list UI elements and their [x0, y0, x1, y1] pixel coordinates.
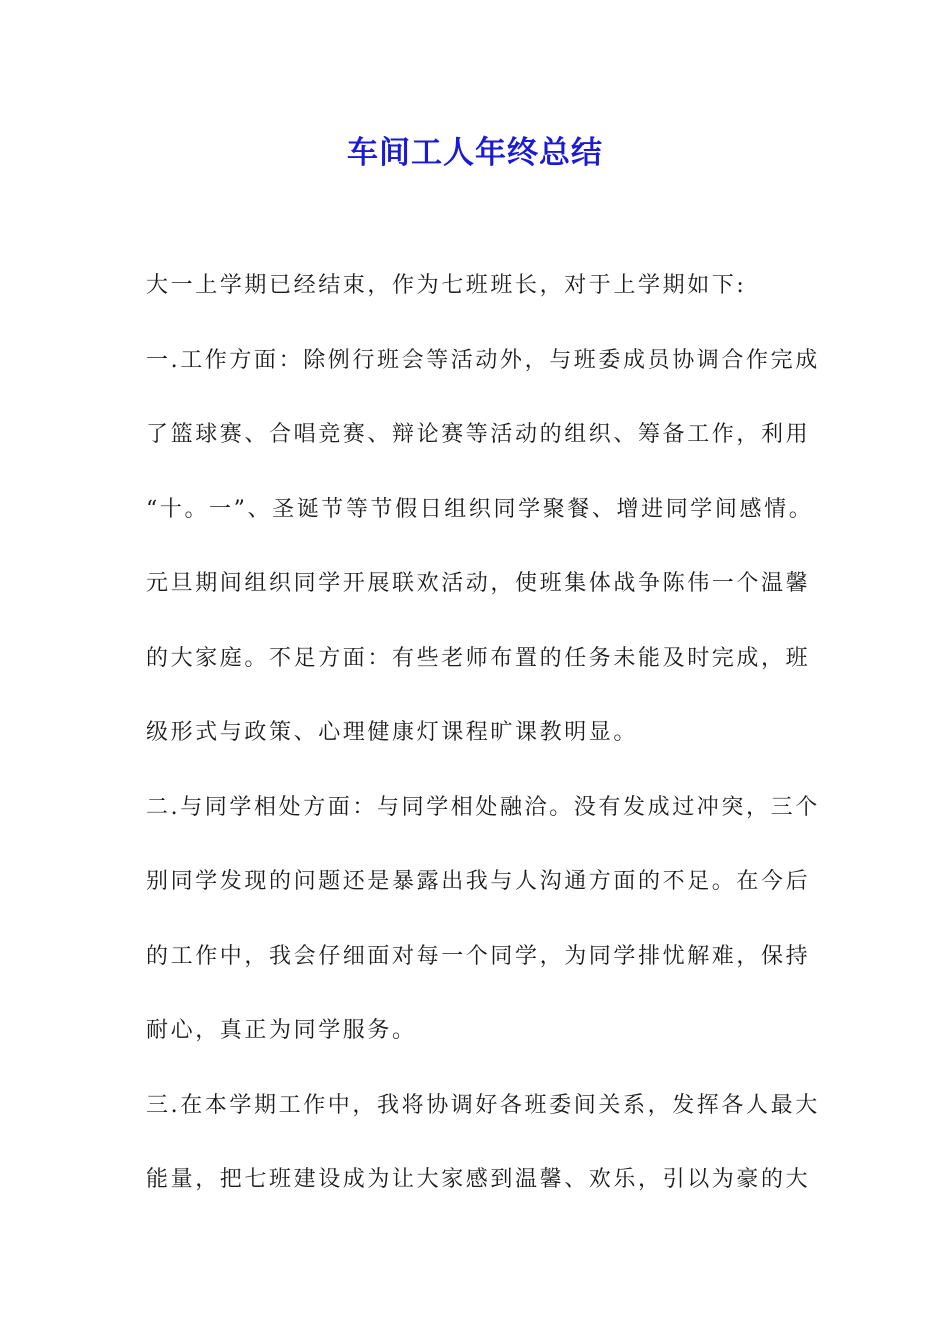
body-line-11: 耐心，真正为同学服务。	[146, 1018, 417, 1043]
body-line-12: 三.在本学期工作中，我将协调好各班委间关系，发挥各人最大	[146, 1092, 820, 1118]
body-line-5: 元旦期间组织同学开展联欢活动，使班集体战争陈伟一个温馨	[146, 571, 811, 596]
document-body	[146, 262, 826, 1231]
document-title: 车间工人年终总结	[347, 135, 603, 171]
body-line-1: 大一上学期已经结束，作为七班班长，对于上学期如下:	[146, 273, 747, 298]
body-line-7: 级形式与政策、心理健康灯课程旷课教明显。	[146, 720, 639, 745]
body-line-9: 别同学发现的问题还是暴露出我与人沟通方面的不足。在今后	[146, 869, 811, 894]
body-line-4: “十。一”、圣诞节等节假日组织同学聚餐、增进同学间感情。	[146, 496, 814, 522]
body-line-6: 的大家庭。不足方面：有些老师布置的任务未能及时完成，班	[146, 645, 811, 671]
body-line-10: 的工作中，我会仔细面对每一个同学，为同学排忧解难，保持	[146, 943, 811, 969]
body-line-3: 了篮球赛、合唱竞赛、辩论赛等活动的组织、筹备工作，利用	[146, 422, 811, 447]
body-line-8: 二.与同学相处方面：与同学相处融洽。没有发成过冲突，三个	[146, 794, 820, 820]
body-line-2: 一.工作方面：除例行班会等活动外，与班委成员协调合作完成	[146, 347, 820, 373]
body-line-13: 能量，把七班建设成为让大家感到温馨、欢乐，引以为豪的大	[146, 1167, 811, 1192]
